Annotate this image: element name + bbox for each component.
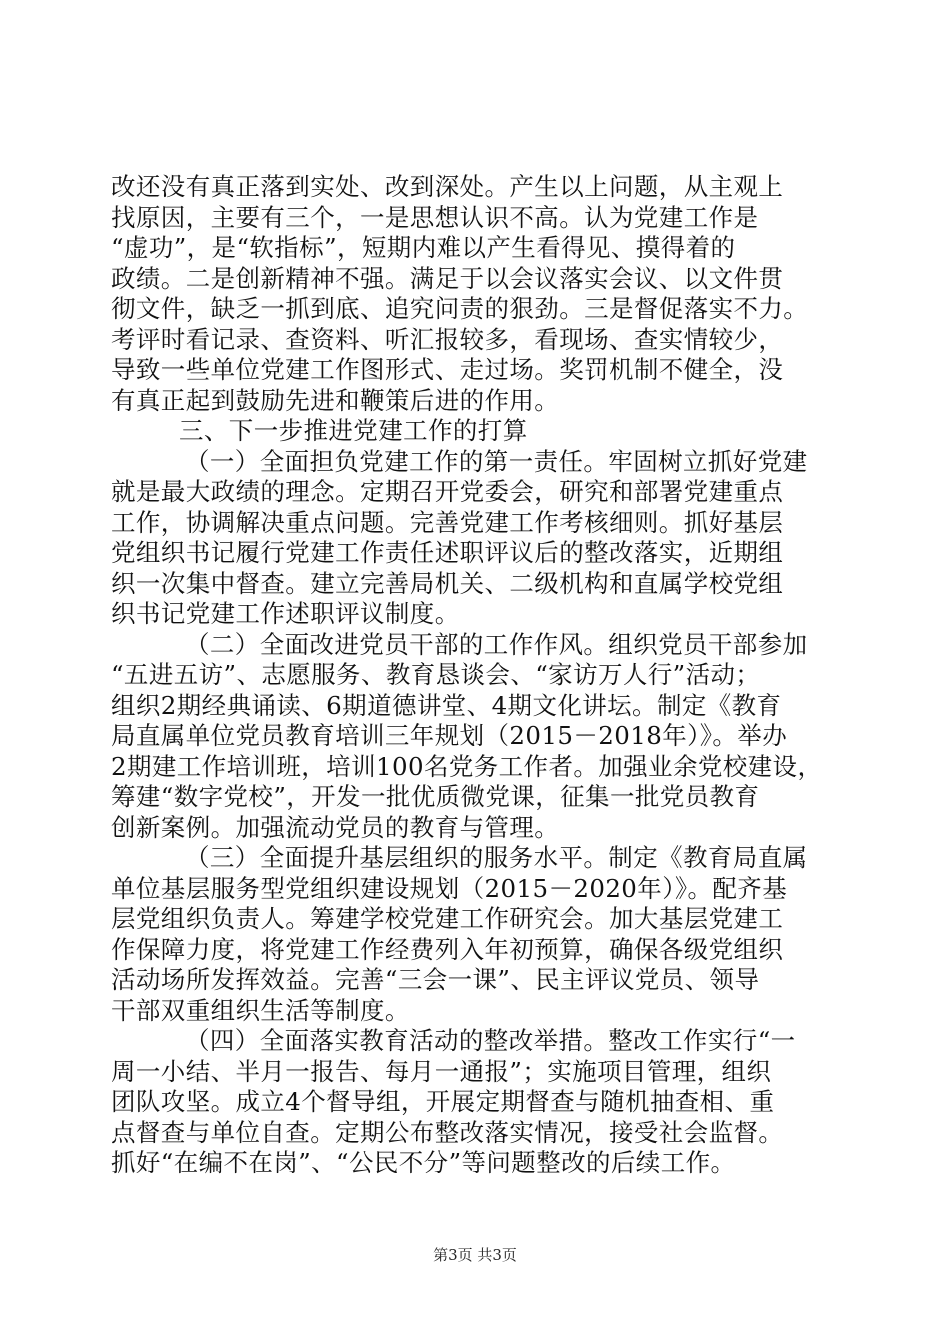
text-line: 筹建“数字党校”，开发一批优质微党课，征集一批党员教育 xyxy=(111,782,760,811)
text-line: 2期建工作培训班，培训100名党务工作者。加强业余党校建设， xyxy=(111,751,823,781)
paragraph-start: （四）全面落实教育活动的整改举措。整改工作实行“一 xyxy=(185,1026,796,1055)
text-line: 创新案例。加强流动党员的教育与管理。 xyxy=(111,812,560,842)
text-line: 有真正起到鼓励先进和鞭策后进的作用。 xyxy=(111,385,560,415)
text-line: 党组织书记履行党建工作责任述职评议后的整改落实，近期组 xyxy=(111,538,784,567)
paragraph-start: （三）全面提升基层组织的服务水平。制定《教育局直属 xyxy=(185,843,808,872)
text-line: 活动场所发挥效益。完善“三会一课”、民主评议党员、领导 xyxy=(111,965,760,994)
text-line: 就是最大政绩的理念。定期召开党委会，研究和部署党建重点 xyxy=(111,477,784,506)
text-line: 导致一些单位党建工作图形式、走过场。奖罚机制不健全，没 xyxy=(111,355,784,384)
text-line: 找原因，主要有三个，一是思想认识不高。认为党建工作是 xyxy=(111,202,759,232)
text-line: 点督查与单位自查。定期公布整改落实情况，接受社会监督。 xyxy=(111,1117,784,1147)
text-line: “虚功”，是“软指标”，短期内难以产生看得见、摸得着的 xyxy=(111,233,736,262)
body-text xyxy=(111,172,847,1179)
text-line: 作保障力度，将党建工作经费列入年初预算，确保各级党组织 xyxy=(111,934,784,964)
text-line: 局直属单位党员教育培训三年规划（2015－2018年）》。举办 xyxy=(111,721,788,750)
text-line: 政绩。二是创新精神不强。满足于以会议落实会议、以文件贯 xyxy=(111,263,784,293)
text-line: 层党组织负责人。筹建学校党建工作研究会。加大基层党建工 xyxy=(111,904,784,933)
text-line: 工作，协调解决重点问题。完善党建工作考核细则。抓好基层 xyxy=(111,507,784,537)
paragraph-start: （二）全面改进党员干部的工作作风。组织党员干部参加 xyxy=(185,629,808,659)
text-line: 组织2期经典诵读、6期道德讲堂、4期文化讲坛。制定《教育 xyxy=(111,690,782,720)
text-line: 考评时看记录、查资料、听汇报较多，看现场、查实情较少， xyxy=(111,324,784,354)
text-line: 彻文件，缺乏一抓到底、追究问责的狠劲。三是督促落实不力。 xyxy=(111,294,809,323)
text-line: 干部双重组织生活等制度。 xyxy=(111,995,410,1025)
text-line: 织一次集中督查。建立完善局机关、二级机构和直属学校党组 xyxy=(111,568,784,598)
section-heading: 三、下一步推进党建工作的打算 xyxy=(179,416,528,445)
text-line: 单位基层服务型党组织建设规划（2015－2020年）》。配齐基 xyxy=(111,873,788,903)
text-line: 团队攻坚。成立4个督导组，开展定期督查与随机抽查相、重 xyxy=(111,1087,775,1116)
page-footer: 第3页 共3页 xyxy=(433,1246,517,1264)
text-line: 织书记党建工作述职评议制度。 xyxy=(111,599,460,628)
text-line: 改还没有真正落到实处、改到深处。产生以上问题，从主观上 xyxy=(111,172,784,201)
text-line: 周一小结、半月一报告、每月一通报”；实施项目管理，组织 xyxy=(111,1056,772,1086)
paragraph-start: （一）全面担负党建工作的第一责任。牢固树立抓好党建 xyxy=(185,446,808,476)
text-line: “五进五访”、志愿服务、教育恳谈会、“家访万人行”活动； xyxy=(111,660,761,689)
text-line: 抓好“在编不在岗”、“公民不分”等问题整改的后续工作。 xyxy=(111,1148,736,1177)
